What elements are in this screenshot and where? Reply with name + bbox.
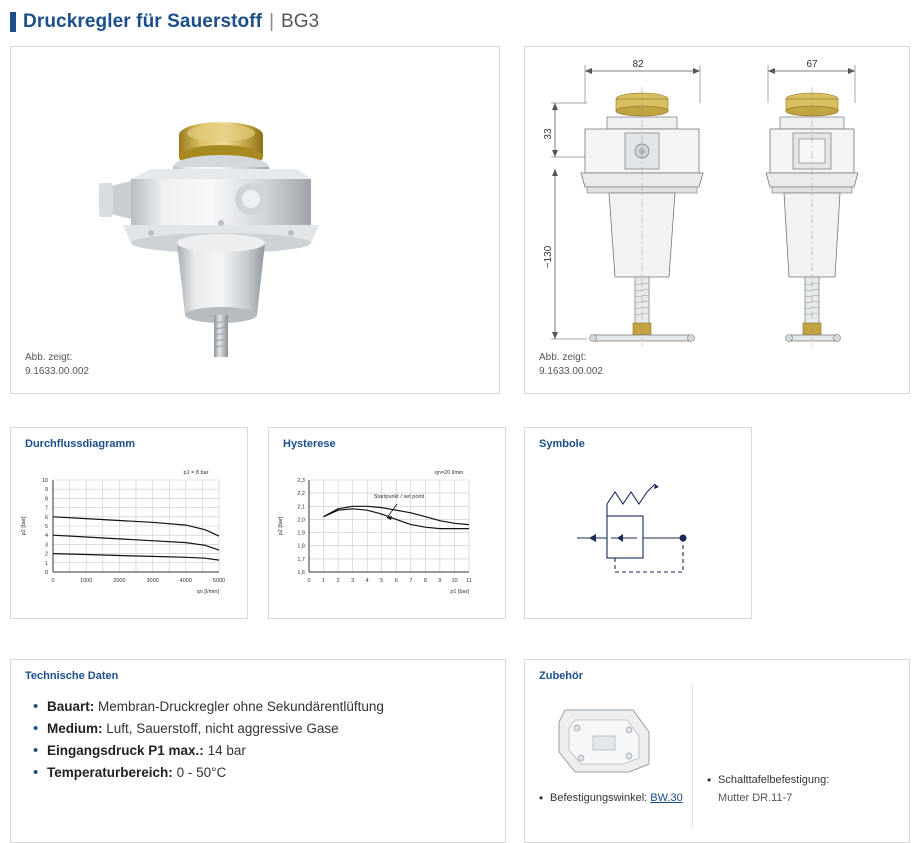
- dimension-drawing-panel: [524, 46, 910, 394]
- tech-item-bauart: [33, 696, 384, 718]
- accessory-label-2: [707, 773, 829, 806]
- svg-text:qn=20 l/min: qn=20 l/min: [434, 470, 464, 476]
- svg-text:2,0: 2,0: [297, 517, 305, 524]
- svg-text:7: 7: [44, 505, 48, 512]
- flow-diagram-panel: [10, 427, 248, 619]
- hysteresis-chart: [269, 462, 505, 612]
- tech-label-temperaturbereich: Temperaturbereich:: [47, 765, 173, 780]
- tech-value-temperaturbereich: 0 - 50°C: [176, 765, 227, 780]
- mounting-bracket-image: [541, 702, 691, 782]
- side-view: [766, 87, 858, 347]
- svg-text:1,6: 1,6: [297, 570, 305, 576]
- svg-text:2000: 2000: [113, 578, 126, 584]
- dimension-drawing-image: [525, 47, 909, 357]
- tech-value-eingangsdruck: 14 bar: [207, 743, 246, 758]
- svg-text:2,3: 2,3: [297, 478, 305, 484]
- product-photo-panel: [10, 46, 500, 394]
- symbols-panel: [524, 427, 752, 619]
- accessory-item-2: [701, 684, 861, 828]
- svg-text:Startpunkt / set point: Startpunkt / set point: [373, 494, 425, 500]
- symbols-title: Symbole: [539, 438, 585, 450]
- svg-text:6: 6: [44, 514, 48, 521]
- svg-text:5000: 5000: [212, 578, 226, 584]
- dim-side-width-label: 67: [806, 59, 818, 70]
- svg-text:1,8: 1,8: [297, 543, 305, 550]
- svg-text:9: 9: [44, 487, 48, 494]
- svg-text:10: 10: [451, 578, 458, 584]
- svg-text:6: 6: [394, 578, 398, 584]
- flow-diagram-title: Durchflussdiagramm: [25, 438, 136, 450]
- flow-diagram-chart: [11, 462, 247, 612]
- header-accent-bar: [10, 12, 16, 32]
- page-header: [10, 8, 910, 36]
- photo-caption: Abb. zeigt: 9.1633.00.002: [25, 352, 89, 377]
- accessory-label-1: [539, 791, 683, 806]
- svg-text:9: 9: [438, 578, 442, 584]
- svg-text:10: 10: [41, 478, 48, 484]
- technical-data-list: [33, 696, 384, 784]
- svg-text:5: 5: [44, 524, 48, 530]
- dim-total-height-label: ~130: [543, 245, 554, 269]
- svg-text:2,2: 2,2: [297, 491, 305, 498]
- svg-text:p1 = 8 bar: p1 = 8 bar: [183, 470, 209, 476]
- svg-text:0: 0: [44, 570, 48, 576]
- technical-data-title: Technische Daten: [25, 670, 119, 682]
- accessories-panel: [524, 659, 910, 843]
- tech-item-medium: [33, 718, 384, 740]
- technical-data-panel: [10, 659, 506, 843]
- svg-text:1,9: 1,9: [297, 530, 305, 537]
- svg-text:11: 11: [466, 578, 472, 584]
- hysteresis-title: Hysterese: [283, 438, 336, 450]
- tech-label-medium: Medium:: [47, 721, 103, 736]
- svg-text:qn [l/min]: qn [l/min]: [196, 589, 219, 595]
- svg-text:4000: 4000: [179, 578, 192, 584]
- tech-label-eingangsdruck: Eingangsdruck P1 max.:: [47, 743, 204, 758]
- pneumatic-symbol-diagram: [525, 462, 751, 612]
- dim-front-width-label: 82: [632, 59, 644, 70]
- svg-text:5: 5: [380, 578, 384, 584]
- svg-text:p1 [bar]: p1 [bar]: [450, 589, 469, 595]
- svg-text:0: 0: [51, 578, 55, 584]
- accessory-text-2: Schalttafelbefestigung:: [718, 774, 830, 786]
- hysteresis-panel: [268, 427, 506, 619]
- svg-text:3: 3: [44, 542, 48, 549]
- svg-text:8: 8: [423, 578, 427, 584]
- svg-text:7: 7: [409, 578, 413, 584]
- tech-label-bauart: Bauart:: [47, 699, 95, 714]
- svg-text:0: 0: [307, 578, 311, 584]
- svg-text:8: 8: [44, 496, 48, 503]
- front-view: [581, 87, 703, 347]
- accessories-title: Zubehör: [539, 670, 583, 682]
- dimension-caption: Abb. zeigt: 9.1633.00.002: [539, 352, 603, 377]
- page-title: Druckregler für Sauerstoff: [23, 11, 263, 32]
- product-photo-image: [11, 47, 499, 357]
- dim-top-height-label: 33: [543, 128, 554, 140]
- svg-text:1000: 1000: [80, 578, 93, 584]
- tech-item-eingangsdruck: [33, 740, 384, 762]
- svg-text:2,1: 2,1: [297, 504, 305, 511]
- header-subtitle: BG3: [281, 11, 320, 32]
- accessory-link-bw30[interactable]: BW.30: [650, 792, 683, 804]
- tech-value-medium: Luft, Sauerstoff, nicht aggressive Gase: [106, 721, 339, 736]
- svg-text:1,7: 1,7: [297, 556, 305, 563]
- svg-text:4: 4: [365, 578, 369, 584]
- svg-text:3000: 3000: [146, 578, 159, 584]
- accessory-subtext-2: Mutter DR.11-7: [718, 792, 793, 804]
- accessory-item-1: [533, 684, 693, 828]
- svg-text:1: 1: [321, 578, 326, 584]
- svg-text:p2 [bar]: p2 [bar]: [278, 516, 284, 536]
- svg-text:2: 2: [44, 551, 48, 558]
- svg-text:p2 [bar]: p2 [bar]: [21, 516, 27, 536]
- header-separator: |: [269, 11, 275, 32]
- svg-text:3: 3: [351, 578, 355, 584]
- svg-text:1: 1: [44, 560, 48, 567]
- tech-item-temperaturbereich: [33, 762, 384, 784]
- svg-text:2: 2: [336, 578, 340, 584]
- tech-value-bauart: Membran-Druckregler ohne Sekundärentlüftung: [98, 699, 384, 714]
- svg-text:4: 4: [44, 533, 48, 540]
- accessory-text-1: Befestigungswinkel:: [550, 792, 648, 804]
